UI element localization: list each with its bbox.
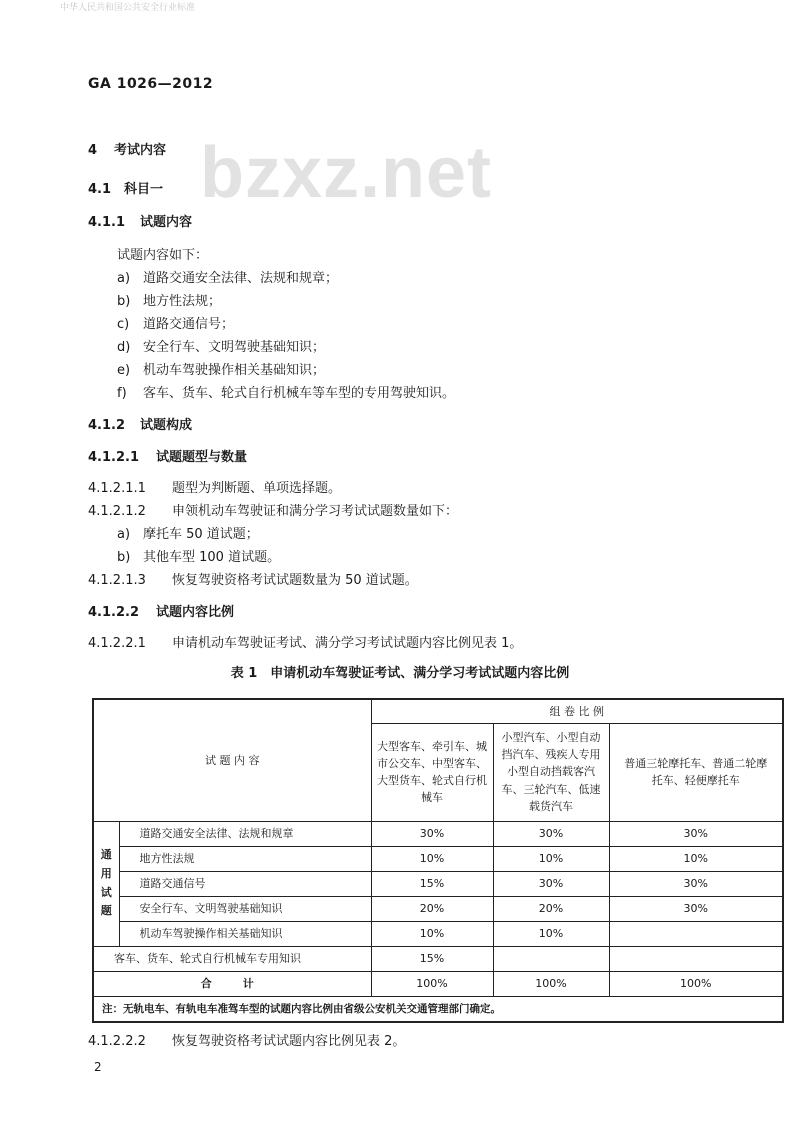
section-4-heading: 4 考试内容 [88,143,167,158]
cell-value: 100% [609,971,783,996]
row-label: 道路交通信号 [119,871,371,896]
list-item: d) 安全行车、文明驾驶基础知识； [117,340,326,355]
table-row [93,871,783,896]
cell-value: 20% [371,896,493,921]
cell-value: 10% [371,921,493,946]
cell-value: 30% [493,871,609,896]
clause-4-1-2-1-2: 4.1.2.1.2 申领机动车驾驶证和满分学习考试试题数量如下： [88,504,459,519]
ratio-header: 组 卷 比 例 [371,699,783,723]
list-item: e) 机动车驾驶操作相关基础知识； [117,363,326,378]
cell-value: 20% [493,896,609,921]
cell-value: 100% [493,971,609,996]
row-label: 机动车驾驶操作相关基础知识 [119,921,371,946]
column-header-motorcycles: 普通三轮摩托车、普通二轮摩托车、轻便摩托车 [609,723,783,821]
section-4-1-heading: 4.1 科目一 [88,182,164,197]
document-id: GA 1026—2012 [88,76,214,92]
table-1 [92,698,784,1023]
cell-value: 30% [609,896,783,921]
table-row [93,896,783,921]
list-item: a) 摩托车 50 道试题； [117,527,259,542]
page-number: 2 [94,1060,102,1074]
clause-4-1-2-1-1: 4.1.2.1.1 题型为判断题、单项选择题。 [88,481,342,496]
content-intro: 试题内容如下： [117,248,209,263]
table-row [93,946,783,971]
section-4-1-2-1-heading: 4.1.2.1 试题题型与数量 [88,450,248,465]
column-header-small-vehicles: 小型汽车、小型自动挡汽车、残疾人专用小型自动挡载客汽车、三轮汽车、低速载货汽车 [493,723,609,821]
clause-4-1-2-2-2: 4.1.2.2.2 恢复驾驶资格考试试题内容比例见表 2。 [88,1034,406,1049]
cell-value [493,946,609,971]
cell-value: 10% [371,846,493,871]
table-note: 注：无轨电车、有轨电车准驾车型的试题内容比例由省级公安机关交通管理部门确定。 [93,996,783,1022]
cell-value [609,946,783,971]
row-label: 安全行车、文明驾驶基础知识 [119,896,371,921]
cell-value: 10% [493,921,609,946]
table-row [93,846,783,871]
row-label: 地方性法规 [119,846,371,871]
cell-value: 30% [609,821,783,846]
list-item: b) 地方性法规； [117,294,222,309]
total-label: 合 计 [93,971,371,996]
cell-value [609,921,783,946]
table-1-caption: 表 1 申请机动车驾驶证考试、满分学习考试试题内容比例 [230,666,570,681]
cell-value: 30% [609,871,783,896]
cell-value: 15% [371,946,493,971]
clause-4-1-2-2-1: 4.1.2.2.1 申请机动车驾驶证考试、满分学习考试试题内容比例见表 1。 [88,636,523,651]
section-4-1-2-2-heading: 4.1.2.2 试题内容比例 [88,605,235,620]
general-questions-label: 通 用 试 题 [93,821,119,946]
clause-4-1-2-1-3: 4.1.2.1.3 恢复驾驶资格考试试题数量为 50 道试题。 [88,573,418,588]
cell-value: 10% [609,846,783,871]
table-row [93,821,783,846]
header-mark: 中华人民共和国公共安全行业标准 [60,3,196,13]
content-header: 试 题 内 容 [93,699,371,821]
cell-value: 100% [371,971,493,996]
list-item: c) 道路交通信号； [117,317,235,332]
table-row [93,921,783,946]
column-header-large-vehicles: 大型客车、牵引车、城市公交车、中型客车、大型货车、轮式自行机械车 [371,723,493,821]
cell-value: 15% [371,871,493,896]
section-4-1-1-heading: 4.1.1 试题内容 [88,215,193,230]
list-item: f) 客车、货车、轮式自行机械车等车型的专用驾驶知识。 [117,386,456,401]
row-label: 客车、货车、轮式自行机械车专用知识 [93,946,371,971]
cell-value: 30% [371,821,493,846]
list-item: a) 道路交通安全法律、法规和规章； [117,271,339,286]
watermark: bzxz.net [200,133,493,213]
list-item: b) 其他车型 100 道试题。 [117,550,281,565]
cell-value: 10% [493,846,609,871]
table-row-total [93,971,783,996]
row-label: 道路交通安全法律、法规和规章 [119,821,371,846]
cell-value: 30% [493,821,609,846]
section-4-1-2-heading: 4.1.2 试题构成 [88,418,193,433]
